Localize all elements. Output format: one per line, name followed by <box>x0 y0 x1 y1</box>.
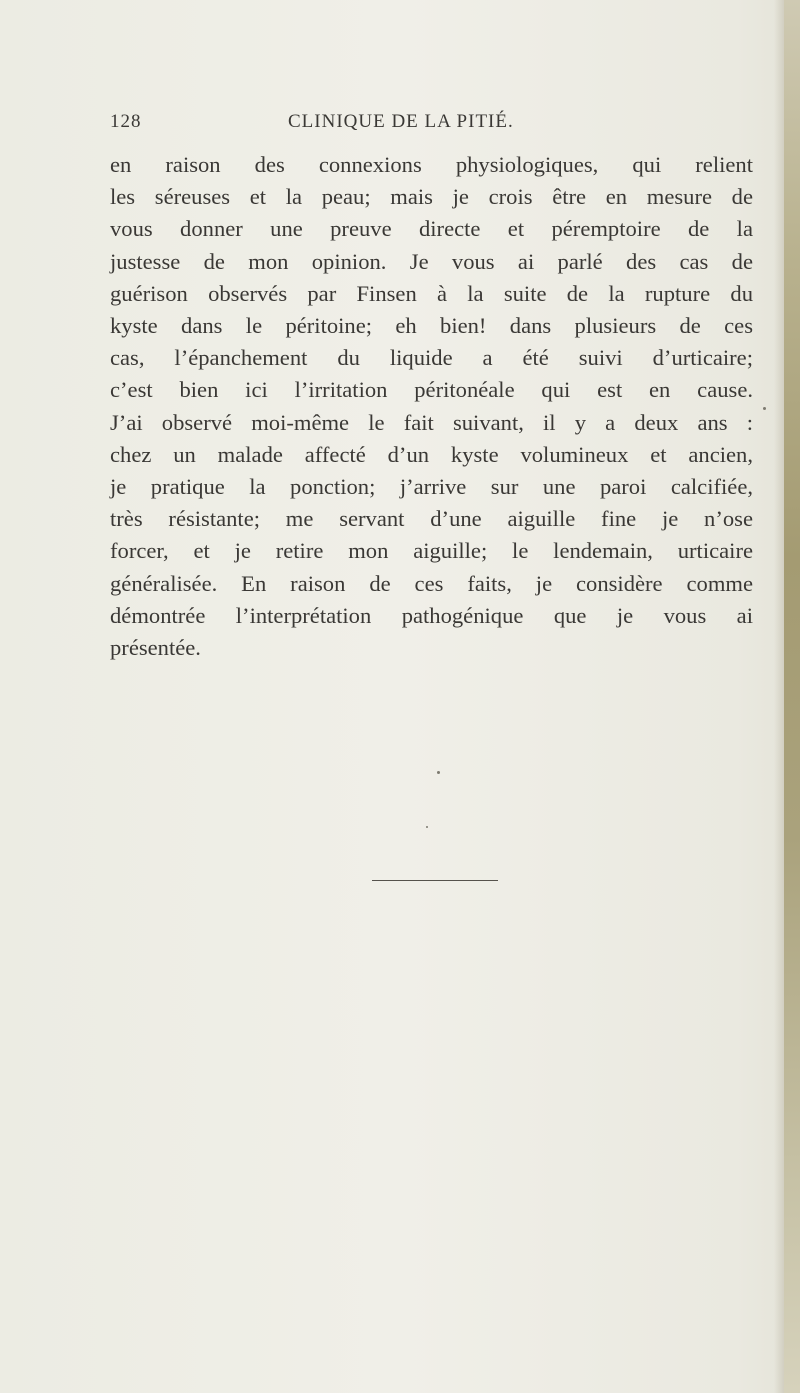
text-line: très résistante; me servant d’une aiguille fine je n’ose <box>110 506 753 532</box>
text-line: démontrée l’interprétation pathogénique que je vous ai <box>110 602 753 628</box>
page-number: 128 <box>110 111 142 132</box>
text-line: c’est bien ici l’irritation péritonéale qui est en cause. <box>110 377 753 403</box>
running-head: CLINIQUE DE LA PITIÉ. <box>288 111 514 132</box>
section-end-rule <box>372 880 498 881</box>
text-line: généralisée. En raison de ces faits, je considère comme <box>110 570 753 596</box>
text-line: présentée. <box>110 635 201 661</box>
page-edge <box>784 0 800 1393</box>
text-line: J’ai observé moi-même le fait suivant, il y a deux ans : <box>110 409 753 435</box>
text-line: vous donner une preuve directe et péremptoire de la <box>110 216 753 242</box>
text-line: les séreuses et la peau; mais je crois être en mesure de <box>110 184 753 210</box>
text-line: cas, l’épanchement du liquide a été suivi d’urticaire; <box>110 345 753 371</box>
text-line: en raison des connexions physiologiques, qui relient <box>110 152 753 177</box>
text-line: kyste dans le péritoine; eh bien! dans plusieurs de ces <box>110 313 753 339</box>
page-gutter-shadow <box>774 0 784 1393</box>
ink-speck <box>763 407 766 410</box>
text-line: chez un malade affecté d’un kyste volumineux et ancien, <box>110 441 753 467</box>
page-header <box>110 111 750 137</box>
text-line: forcer, et je retire mon aiguille; le lendemain, urticaire <box>110 538 753 564</box>
text-line: guérison observés par Finsen à la suite de la rupture du <box>110 280 753 306</box>
ink-speck <box>437 771 440 774</box>
text-line: justesse de mon opinion. Je vous ai parlé des cas de <box>110 248 753 274</box>
body-paragraph <box>110 149 753 664</box>
ink-speck <box>426 826 428 828</box>
text-line: je pratique la ponction; j’arrive sur une paroi calcifiée, <box>110 474 753 500</box>
